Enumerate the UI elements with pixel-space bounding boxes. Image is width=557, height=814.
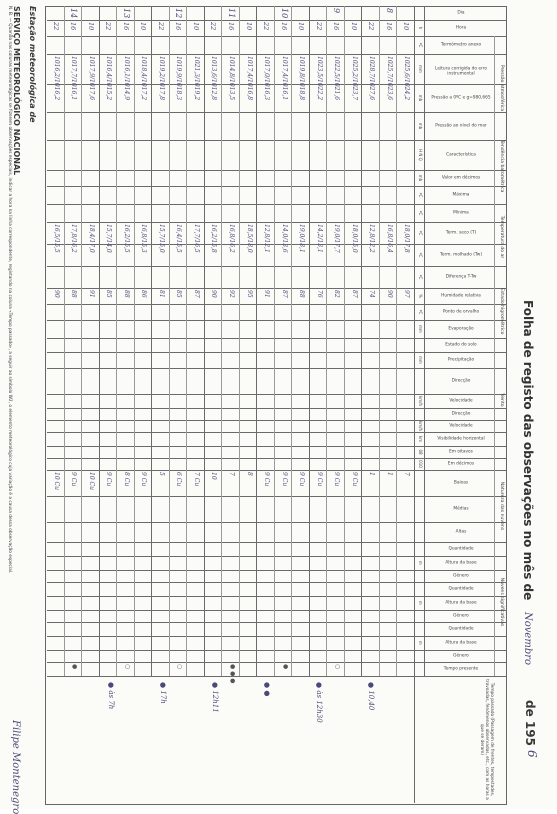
unit-label: H N Q	[418, 149, 423, 161]
unit-label: ºC	[418, 274, 423, 280]
hour-cell: 10	[349, 22, 358, 31]
column-header: Precipitação	[447, 357, 475, 363]
cloud-cell: 10 Cu	[52, 472, 60, 490]
group-header: Natureza das nuvens	[499, 481, 504, 531]
pressure-cell: 1023,5/1022,2	[315, 56, 323, 101]
humidity-cell: 88	[122, 290, 130, 298]
cloud-cell: 10	[210, 472, 218, 480]
temperature-cell: 16,2/15,8	[210, 224, 218, 253]
temperature-cell: 18,0/17,8	[403, 224, 411, 253]
rule-horizontal	[239, 6, 240, 676]
humidity-cell: 90	[52, 290, 60, 298]
rule-horizontal	[397, 6, 398, 676]
column-header: Quantidade	[448, 546, 474, 552]
past-weather-note: ● às 7h	[107, 682, 115, 710]
column-header: Em décimos	[447, 461, 475, 467]
hour-cell: 10	[86, 22, 95, 31]
unit-label: ºC	[418, 42, 423, 48]
rule-horizontal	[327, 6, 328, 676]
humidity-cell: 91	[263, 290, 271, 298]
column-header: Pressão a 0ºC e g=980,665	[431, 95, 491, 101]
column-header: Pressão ao nível do mar	[435, 123, 487, 129]
rule-horizontal	[379, 6, 380, 676]
cloud-cell: 9 Cu	[263, 472, 271, 487]
pressure-cell: 1014,8/1013,5	[228, 56, 235, 101]
pressure-cell: 1019,2/1017,8	[157, 56, 165, 101]
column-header: Máxima	[452, 192, 470, 198]
hour-cell: 22	[209, 22, 218, 31]
unit-label: mb	[418, 94, 423, 102]
footer-note: N. B. — Quando nas colunas meteorológicas se fizerem observações especiais, indicar a hora na linha correspondente, registando na coluna «Tempo passado», a seguir ao símbolo W2, o elemento meteorológico cuja variação é a causa dessa observação especial.	[7, 6, 12, 574]
day-cell: 9	[332, 8, 342, 14]
signature: Filipe Montenegro	[10, 720, 21, 814]
month-value: Novembro	[522, 612, 533, 666]
humidity-cell: 97	[403, 290, 411, 298]
temperature-cell: 16,8/16,2	[228, 224, 235, 253]
temperature-cell: 18,5/18,0	[245, 224, 253, 253]
cloud-cell: 9 Cu	[298, 472, 306, 487]
humidity-cell: 85	[105, 290, 113, 298]
column-header: Em oitavos	[449, 449, 473, 455]
unit-label: h	[418, 26, 423, 30]
unit-label: 010	[418, 460, 423, 468]
pressure-cell: 1019,9/1018,3	[175, 56, 183, 101]
cloud-cell: 9 Cu	[280, 472, 288, 487]
hour-cell: 22	[367, 22, 376, 31]
station-label: Estação meteorológica de	[28, 6, 37, 123]
column-header: Direcção	[451, 411, 471, 417]
rule-horizontal	[117, 6, 118, 676]
temperature-cell: 14,2/13,1	[315, 224, 323, 253]
cloud-cell: 9 Cu	[315, 472, 323, 487]
unit-label: m	[418, 601, 423, 605]
column-header: Dia	[457, 10, 465, 16]
unit-label: mb	[418, 174, 423, 182]
temperature-cell: 16,4/15,5	[175, 224, 183, 253]
column-header: Ponto de orvalho	[442, 309, 480, 315]
humidity-cell: 85	[175, 290, 183, 298]
humidity-cell: 74	[368, 290, 376, 298]
rule-horizontal	[495, 36, 496, 676]
cloud-cell: 8 Cu	[122, 472, 130, 487]
temperature-cell: 17,7/16,5	[192, 224, 200, 253]
unit-label: km/h	[418, 395, 423, 407]
service-name: SERVIÇO METEOROLÓGICO NACIONAL	[12, 6, 21, 176]
hour-cell: 22	[51, 22, 60, 31]
temperature-cell: 12,8/12,2	[368, 224, 376, 253]
pressure-cell: 1017,0/1016,3	[263, 56, 271, 101]
humidity-cell: 88	[298, 290, 306, 298]
column-header: Visibilidade horizontal	[437, 436, 485, 442]
group-header: Pressão atmosférica	[499, 64, 504, 112]
cloud-cell: 1	[368, 472, 376, 476]
humidity-cell: 90	[385, 290, 393, 298]
rule-horizontal	[187, 6, 188, 676]
humidity-cell: 91	[87, 290, 95, 298]
humidity-cell: 86	[140, 290, 148, 298]
humidity-cell: 76	[315, 290, 323, 298]
pressure-cell: 1021,3/1019,2	[192, 56, 200, 101]
group-header: Estado higrométrico	[499, 288, 504, 335]
day-cell: 11	[227, 8, 236, 19]
hour-cell: 10	[297, 22, 306, 31]
cloud-cell: 9 Cu	[105, 472, 113, 487]
hour-cell: 16	[332, 22, 341, 31]
rule-horizontal	[292, 6, 293, 676]
present-weather-symbol: ●	[71, 664, 79, 670]
pressure-cell: 1028,7/1027,6	[368, 56, 376, 101]
rule-horizontal	[151, 6, 152, 676]
cloud-cell: 9 Cu	[140, 472, 148, 487]
day-cell: 12	[174, 8, 184, 19]
pressure-cell: 1017,9/1017,6	[87, 56, 95, 101]
pressure-cell: 1017,7/1016,1	[70, 56, 78, 101]
group-header: Nuvens significativas	[499, 577, 504, 627]
column-header: Tempo passado (Passagem de frentes, tempestades, trovoadas, fenómenos observados, etc., com as horas a que se deram)	[479, 679, 494, 800]
column-header: Velocidade	[449, 398, 473, 404]
rule-horizontal	[414, 6, 415, 803]
pressure-cell: 1022,5/1021,6	[333, 56, 341, 101]
hour-cell: 16	[227, 22, 235, 31]
humidity-cell: 87	[192, 290, 200, 298]
rule-horizontal	[309, 6, 310, 676]
temperature-cell: 16,8/16,4	[385, 224, 393, 253]
humidity-cell: 88	[70, 290, 78, 298]
rule-horizontal	[169, 6, 170, 676]
humidity-cell: 87	[350, 290, 358, 298]
rule-horizontal	[274, 6, 275, 676]
rule-horizontal	[256, 6, 257, 676]
rule-horizontal	[82, 6, 83, 676]
pressure-cell: 1017,4/1016,8	[245, 56, 253, 101]
cloud-cell: 9 Cu	[333, 472, 341, 487]
temperature-cell: 16,8/15,3	[140, 224, 148, 253]
hour-cell: 16	[384, 22, 393, 31]
temperature-cell: 15,7/14,0	[105, 224, 113, 253]
humidity-cell: 90	[210, 290, 218, 298]
column-header: Altura da base	[445, 560, 477, 566]
pressure-cell: 1016,1/1014,9	[122, 56, 130, 101]
hour-cell: 10	[244, 22, 253, 31]
cloud-cell: 7	[228, 472, 235, 476]
rule-horizontal	[99, 6, 100, 676]
unit-label: ºC	[418, 230, 423, 236]
unit-label: mm	[418, 65, 423, 73]
day-cell: 10	[279, 8, 289, 19]
unit-label: mm	[418, 356, 423, 364]
cloud-cell: 8	[245, 472, 253, 476]
hour-cell: 22	[104, 22, 113, 31]
cloud-cell: 9 Cu	[70, 472, 78, 487]
unit-label: %	[418, 294, 423, 298]
pressure-cell: 1013,6/1012,8	[210, 56, 218, 101]
column-header: Quantidade	[448, 626, 474, 632]
hour-cell: 16	[69, 22, 78, 31]
past-weather-note: ● às 12h30	[315, 682, 323, 723]
present-weather-symbol: ●	[281, 664, 289, 670]
temperature-cell: 14,0/13,6	[280, 224, 288, 253]
humidity-cell: 95	[245, 290, 253, 298]
column-header: Leitura corrigida do erro instrumental	[435, 66, 487, 77]
past-weather-note: ● 10,40	[367, 682, 375, 711]
temperature-cell: 19,0/18,1	[298, 224, 306, 253]
unit-label: ºC	[418, 210, 423, 216]
year-label: de 195	[523, 700, 537, 746]
column-header: Médias	[453, 506, 469, 512]
unit-label: m	[418, 641, 423, 645]
hour-cell: 22	[156, 22, 165, 31]
column-header: Humidade relativa	[441, 293, 481, 299]
unit-label: ºC	[418, 309, 423, 315]
pressure-cell: 1025,6/1024,2	[403, 56, 411, 101]
column-header: Term. seco (T)	[445, 230, 477, 236]
sheet-title: Folha de registo das observações no mês de	[521, 300, 535, 601]
humidity-cell: 92	[228, 290, 235, 298]
column-header: Género	[453, 573, 469, 579]
group-header: Temperatura do ar	[499, 215, 504, 259]
hour-cell: 16	[174, 22, 183, 31]
unit-label: 08	[418, 449, 423, 455]
temperature-cell: 17,8/16,2	[70, 224, 78, 253]
year-digit: 6	[525, 750, 539, 758]
past-weather-note: ● 12h11	[211, 682, 219, 713]
past-weather-note: ● ●	[263, 682, 271, 697]
cloud-cell: 5	[157, 472, 165, 476]
hour-cell: 10	[191, 22, 200, 31]
temperature-cell: 18,4/17,0	[87, 224, 95, 253]
column-header: Valor em décimos	[441, 175, 481, 181]
humidity-cell: 81	[157, 290, 165, 298]
hour-cell: 16	[121, 22, 130, 31]
column-header: Diferença T-Tw	[445, 274, 477, 280]
present-weather-symbol: ● ● ●	[229, 664, 236, 684]
pressure-cell: 1016,2/1016,2	[52, 56, 60, 101]
unit-label: m	[418, 561, 423, 565]
hour-cell: 22	[262, 22, 271, 31]
temperature-cell: 16,5/15,5	[52, 224, 60, 253]
column-header: Característica	[446, 152, 476, 158]
unit-label: km/h	[418, 420, 423, 432]
hour-cell: 16	[279, 22, 288, 31]
cloud-cell: 7	[403, 472, 411, 476]
hour-cell: 22	[314, 22, 323, 31]
hour-cell: 10	[139, 22, 148, 31]
present-weather-symbol: ○	[123, 664, 131, 670]
column-header: Termómetro anexo	[440, 42, 482, 48]
cloud-cell: 6 Cu	[175, 472, 183, 487]
rule-horizontal	[424, 6, 425, 676]
rule-horizontal	[344, 6, 345, 676]
temperature-cell: 12,8/12,1	[263, 224, 271, 253]
column-header: Género	[453, 653, 469, 659]
unit-label: ºC	[418, 252, 423, 258]
column-header: Direcção	[451, 378, 471, 384]
column-header: Altura da base	[445, 600, 477, 606]
temperature-cell: 16,2/15,5	[122, 224, 130, 253]
column-header: Altura da base	[445, 640, 477, 646]
unit-label: mm	[418, 325, 423, 333]
cloud-cell: 1	[385, 472, 393, 476]
pressure-cell: 1018,4/1017,2	[140, 56, 148, 101]
pressure-cell: 1016,4/1015,2	[105, 56, 113, 101]
column-header: Género	[453, 613, 469, 619]
column-header: Estado do solo	[445, 342, 477, 348]
pressure-cell: 1025,2/1023,7	[350, 56, 358, 101]
rule-horizontal	[134, 6, 135, 676]
temperature-cell: 19,0/17,7	[333, 224, 341, 253]
cloud-cell: 10 Cu	[87, 472, 95, 490]
unit-label: ºC	[418, 192, 423, 198]
column-header: Altas	[455, 529, 467, 535]
rule-horizontal	[362, 6, 363, 676]
unit-label: mb	[418, 122, 423, 130]
hour-cell: 10	[402, 22, 411, 31]
day-cell: 13	[121, 8, 131, 19]
column-header: Hora	[455, 25, 467, 31]
day-cell: 8	[384, 8, 394, 14]
temperature-cell: 18,0/15,0	[350, 224, 358, 253]
present-weather-symbol: ○	[176, 664, 184, 670]
rule-horizontal	[222, 6, 223, 676]
column-header: Velocidade	[449, 423, 473, 429]
group-header: Tendência barométrica	[499, 140, 504, 193]
rule-vertical	[47, 676, 507, 677]
cloud-cell: 9 Cu	[350, 472, 358, 487]
temperature-cell: 15,7/15,0	[157, 224, 165, 253]
present-weather-symbol: ○	[334, 664, 342, 670]
pressure-cell: 1019,8/1018,8	[298, 56, 306, 101]
column-header: Tempo presente	[443, 666, 479, 672]
pressure-cell: 1017,4/1016,1	[280, 56, 288, 101]
humidity-cell: 82	[333, 290, 341, 298]
past-weather-note: ● 17h	[159, 682, 167, 704]
column-header: Mínima	[453, 210, 469, 216]
humidity-cell: 87	[280, 290, 288, 298]
unit-label: km	[418, 435, 423, 443]
day-cell: 14	[69, 8, 79, 19]
group-header: Vento	[499, 393, 504, 407]
column-header: Term. molhado (Tw)	[439, 252, 482, 258]
column-header: Quantidade	[448, 586, 474, 592]
column-header: Evaporação	[448, 326, 474, 332]
pressure-cell: 1025,7/1023,6	[385, 56, 393, 101]
rule-horizontal	[204, 6, 205, 676]
column-header: Baixas	[453, 480, 469, 486]
cloud-cell: 7 Cu	[192, 472, 200, 487]
rule-horizontal	[64, 6, 65, 676]
